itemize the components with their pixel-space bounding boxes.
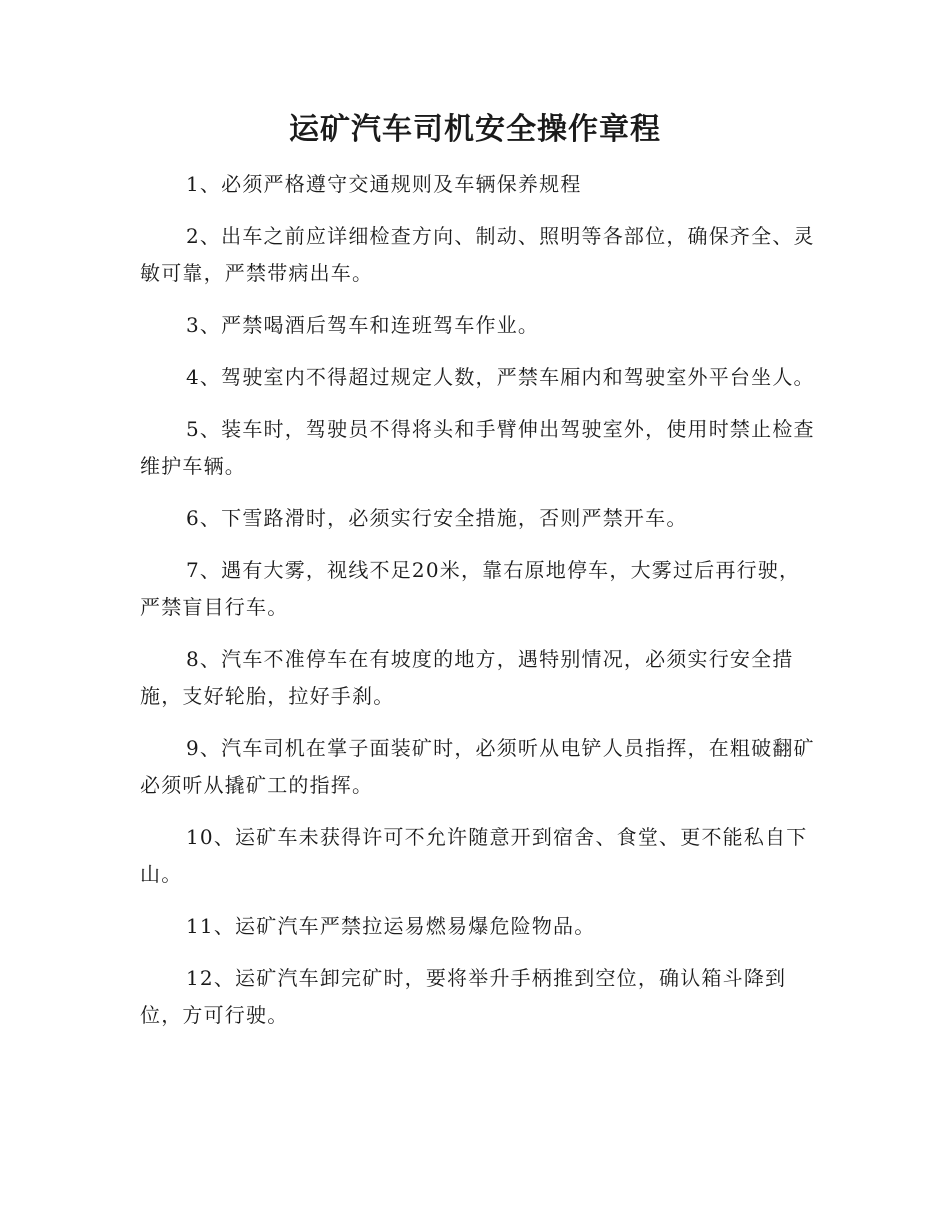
- clause-8: 8、汽车不准停车在有坡度的地方，遇特别情况，必须实行安全措施，支好轮胎，拉好手刹。: [140, 647, 794, 708]
- clause-3: 3、严禁喝酒后驾车和连班驾车作业。: [186, 313, 540, 337]
- clause-10: 10、运矿车未获得许可不允许随意开到宿舍、食堂、更不能私自下山。: [140, 825, 808, 886]
- clause-6: 6、下雪路滑时，必须实行安全措施，否则严禁开车。: [186, 506, 688, 530]
- clause-11: 11、运矿汽车严禁拉运易燃易爆危险物品。: [186, 914, 596, 938]
- document-title: 运矿汽车司机安全操作章程: [289, 112, 661, 147]
- clause-1: 1、必须严格遵守交通规则及车辆保养规程: [186, 172, 582, 196]
- clause-7: 7、遇有大雾，视线不足20米，靠右原地停车，大雾过后再行驶，严禁盲目行车。: [140, 558, 801, 619]
- clause-2: 2、出车之前应详细检查方向、制动、照明等各部位，确保齐全、灵敏可靠，严禁带病出车。: [140, 224, 815, 285]
- clause-list: [140, 166, 815, 1049]
- clause-9: 9、汽车司机在掌子面装矿时，必须听从电铲人员指挥，在粗破翻矿必须听从撬矿工的指挥。: [140, 736, 815, 797]
- clause-4: 4、驾驶室内不得超过规定人数，严禁车厢内和驾驶室外平台坐人。: [186, 365, 815, 389]
- clause-5: 5、装车时，驾驶员不得将头和手臂伸出驾驶室外，使用时禁止检查维护车辆。: [140, 417, 815, 478]
- clause-12: 12、运矿汽车卸完矿时，要将举升手柄推到空位，确认箱斗降到位，方可行驶。: [140, 966, 787, 1027]
